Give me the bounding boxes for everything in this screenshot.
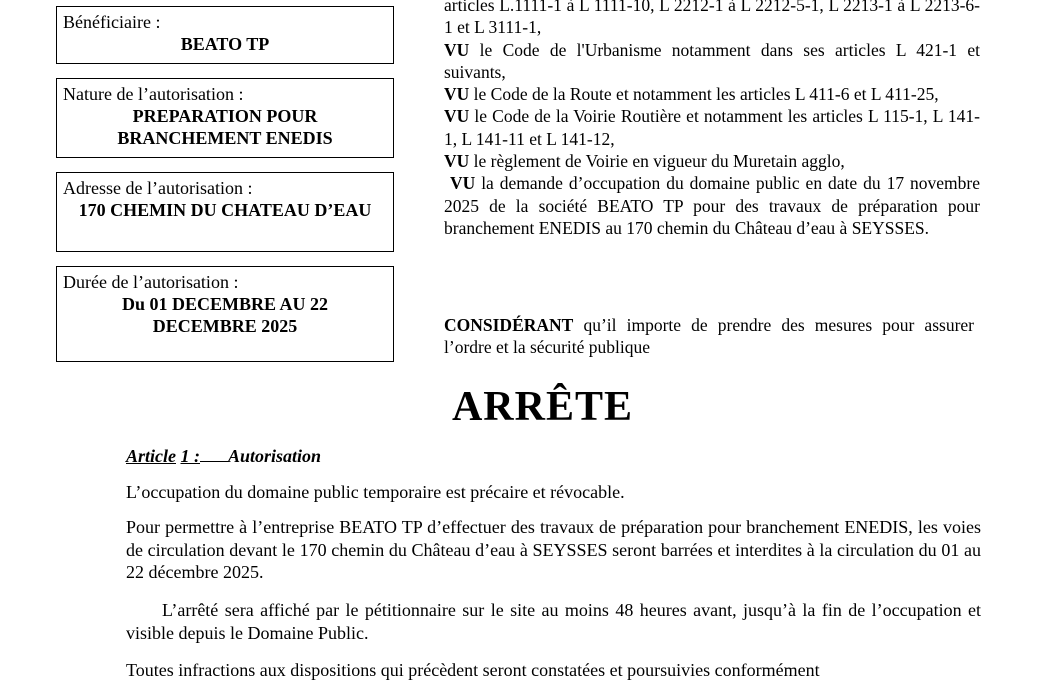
nature-value: PREPARATION POUR BRANCHEMENT ENEDIS [117, 106, 333, 148]
visa-articles: articles L.1111-1 à L 1111-10, L 2212-1 à L 2212-5-1, L 2213-1 à L 2213-6-1 et L 3111-1, [444, 0, 980, 38]
article-1-p2: Pour permettre à l’entreprise BEATO TP d’effectuer des travaux de préparation pour branchement ENEDIS, les voies de circulation devant le 170 chemin du Château d’eau à SEYSSES seront barrées et interdites à la circulation du 01 au 22 décembre 2025. [126, 517, 981, 582]
nature-box [56, 78, 394, 158]
considerant-label: CONSIDÉRANT [444, 315, 574, 335]
article-title: Autorisation [228, 446, 322, 466]
beneficiaire-label: Bénéficiaire : [63, 12, 161, 32]
visa-route: VU le Code de la Route et notamment les articles L 411-6 et L 411-25, [444, 84, 939, 105]
adresse-value: 170 CHEMIN DU CHATEAU D’EAU [78, 200, 372, 220]
vu-label: VU [444, 84, 470, 105]
considerant-block [444, 314, 974, 359]
vu-label: VU [444, 106, 470, 127]
nature-label: Nature de l’autorisation : [63, 84, 244, 104]
article-1-p4: Toutes infractions aux dispositions qui précèdent seront constatées et poursuivies conformément [126, 660, 820, 680]
visa-demande: VU la demande d’occupation du domaine public en date du 17 novembre 2025 de la société BEATO TP pour des travaux de préparation pour branchement ENEDIS au 170 chemin du Château d’eau à SEYSSES. [444, 173, 980, 238]
duree-value: Du 01 DECEMBRE AU 22 DECEMBRE 2025 [121, 294, 329, 336]
duree-label: Durée de l’autorisation : [63, 272, 239, 292]
vu-label: VU [449, 173, 476, 194]
duree-box [56, 266, 394, 362]
article-heading-word: Article [126, 446, 176, 466]
beneficiaire-value: BEATO TP [180, 34, 270, 54]
article-1-p1: L’occupation du domaine public temporaire est précaire et révocable. [126, 482, 625, 502]
visa-reglement: VU le règlement de Voirie en vigueur du Muretain agglo, [444, 151, 845, 172]
heading-underline-gap [200, 447, 228, 462]
vu-label: VU [444, 39, 470, 60]
beneficiaire-box [56, 6, 394, 64]
adresse-label: Adresse de l’autorisation : [63, 178, 253, 198]
article-heading-number: 1 : [180, 446, 200, 466]
visa-urbanisme: VU le Code de l'Urbanisme notamment dans ses articles L 421-1 et suivants, [444, 39, 980, 82]
article-1-p3: L’arrêté sera affiché par le pétitionnaire sur le site au moins 48 heures avant, jusqu’à la fin de l’occupation et visible depuis le Domaine Public. [126, 600, 981, 643]
article-1-heading [126, 445, 981, 468]
adresse-box [56, 172, 394, 252]
vu-label: VU [444, 151, 470, 172]
page-title: ARRÊTE [451, 384, 634, 430]
considerant-text: qu’il importe de prendre des mesures pour assurer l’ordre et la sécurité publique [444, 315, 974, 358]
visas-block [444, 0, 980, 239]
visa-voirie: VU le Code de la Voirie Routière et notamment les articles L 115-1, L 141-1, L 141-11 et L 141-12, [444, 106, 981, 149]
